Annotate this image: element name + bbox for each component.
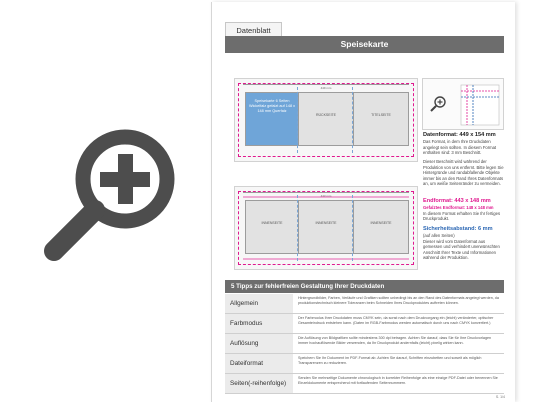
tips-row xyxy=(225,314,504,334)
fold-line xyxy=(352,195,353,261)
tips-row xyxy=(225,294,504,314)
spec-sicherheit-title: Sicherheitsabstand: 6 mm xyxy=(423,226,493,232)
tips-title: 5 Tipps zur fehlerfreien Gestaltung Ihrer Druckdaten xyxy=(225,280,504,293)
dimension-label: 449 mm xyxy=(320,86,332,90)
cover-panel xyxy=(245,92,299,146)
document-title: Speisekarte xyxy=(225,36,504,53)
tips-row-text: Die Auflösung von Bildgrafiken sollte mindestens 300 dpi betragen. Achten Sie darauf, dass Sie für Ihre Druckvorlagen immer hochauflösende Bilder verwenden, da Ihr Druckprodukt andernfalls (leicht) pixelig wirken kann. xyxy=(298,336,492,345)
document-tab: Datenblatt xyxy=(225,22,282,38)
zoom-in-magnifier-icon[interactable] xyxy=(40,124,185,264)
tips-row-label: Seiten(-reihenfolge) xyxy=(225,374,293,393)
tips-row-label: Farbmodus xyxy=(225,314,293,333)
datasheet-page xyxy=(211,2,515,402)
tips-row-text: Hintergrundbilder, Farben, Verläufe und Grafiken sollten unbedingt bis an den Rand des Datenformats angelegt werden, da produktionstechnisch kleinere Toleranzen beim Schneiden Ihres Druckproduktes auftreten können. xyxy=(298,296,499,305)
spec-endformat-sub: Gefalztes Endformat: 148 x 148 mm xyxy=(423,205,494,210)
inner-panel-label: INNENSEITE xyxy=(261,221,283,225)
fold-line xyxy=(297,195,298,261)
outer-pages-diagram xyxy=(234,78,418,162)
inner-panel-label: INNENSEITE xyxy=(370,221,392,225)
tips-row-label: Auflösung xyxy=(225,334,293,353)
back-panel-label: RÜCKSEITE xyxy=(315,113,337,117)
spec-datenformat-text: Das Format, in dem Ihre Druckdaten angelegt sein sollten. In diesem Format enthalten sind: 3 mm Beschnitt. xyxy=(423,139,497,156)
spec-sicherheit-sub: (auf allen Seiten) xyxy=(423,233,455,238)
page-number: S. 1/4 xyxy=(495,395,505,399)
back-panel xyxy=(298,92,354,146)
tips-row-text: Der Farbmodus Ihrer Druckdaten muss CMYK sein, da sonst nach dem Druckvorgang ein (leicht) veränderter, optischer Gesamteindruck entstehen kann. (Daten im RGB-Farbmodus werden automatisch durch uns nach CMYK konvertiert.) xyxy=(298,316,494,325)
bleed-edge xyxy=(243,258,409,260)
cover-panel-text: Speisekarte 6 Seiten Wickelfalz gefalzt auf 148 x 148 mm Querfalz xyxy=(249,99,296,113)
spec-beschnitt xyxy=(423,159,505,187)
spec-datenformat-title: Datenformat: 449 x 154 mm xyxy=(423,132,496,138)
tips-row-label: Dateiformat xyxy=(225,354,293,373)
corner-detail xyxy=(422,78,504,130)
spec-datenformat xyxy=(423,132,505,156)
spec-endformat-title: Endformat: 443 x 148 mm xyxy=(423,198,491,204)
title-panel-label: TITELSEITE xyxy=(371,113,391,117)
inner-panel xyxy=(298,200,354,254)
tips-row xyxy=(225,334,504,354)
fold-line xyxy=(352,87,353,153)
spec-beschnitt-text: Dieser Beschnitt wird während der Produktion von uns entfernt. Bitte legen Sie Hintergründe und randabfallende Objekte immer bis an den Rand Ihres Datenformats an, um weiße Seitenränder zu vermeiden. xyxy=(423,159,504,187)
title-panel xyxy=(353,92,409,146)
spec-sicherheit-text: Dieser wird vom Datenformat aus gemessen und verhindert unerwünschten Anschnitt Ihrer Texte und Informationen während der Produktion. xyxy=(423,238,500,261)
dimension-label: 443 mm xyxy=(320,194,332,198)
tips-row-text: Senden Sie mehrseitige Dokumente chronologisch in korrekter Reihenfolge als eine einzige PDF-Datei oder benennen Sie Einzeldokumente entsprechend mit fortlaufenden Seitennummern. xyxy=(298,376,498,385)
tips-row-text: Speichern Sie Ihr Dokument im PDF-Format ab. Achten Sie darauf, Schriften einzubetten und soweit als möglich Transparenzen zu reduzieren. xyxy=(298,356,482,365)
inner-panel xyxy=(353,200,409,254)
tips-row-label: Allgemein xyxy=(225,294,293,313)
spec-sicherheit xyxy=(423,226,505,261)
inner-pages-diagram xyxy=(234,186,418,270)
tips-row xyxy=(225,354,504,374)
inner-panel-label: INNENSEITE xyxy=(315,221,337,225)
inner-panel xyxy=(245,200,299,254)
fold-line xyxy=(297,87,298,153)
spec-endformat-text: In diesem Format erhalten Sie Ihr fertiges Druckprodukt. xyxy=(423,210,501,222)
corner-zoom-icon xyxy=(423,79,503,129)
tips-row xyxy=(225,374,504,394)
spec-endformat xyxy=(423,198,505,222)
